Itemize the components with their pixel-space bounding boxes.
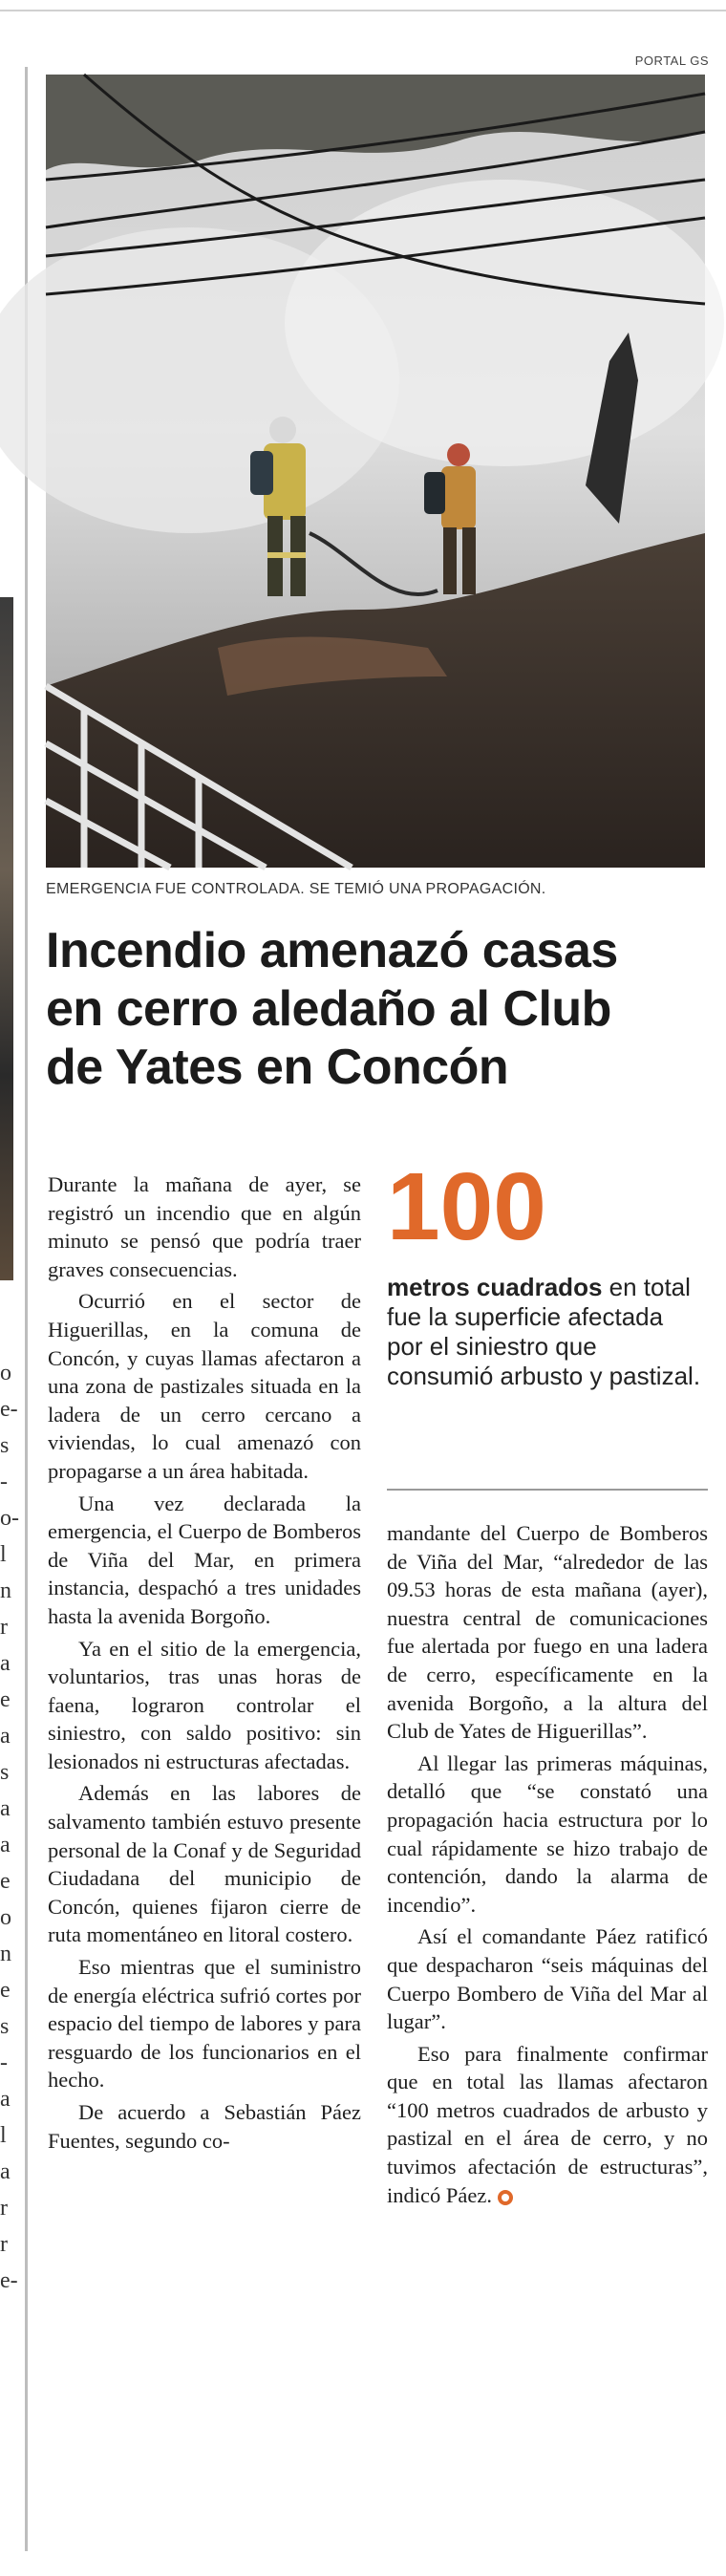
fragment-letter: - [0,2050,8,2075]
paragraph: Además en las labores de salvamento también estuvo presente personal de la Conaf y de Seguridad Ciudadana del municipio de Concón, quienes fijaron cierre de ruta momentáneo en litoral costero. [48,1781,361,1947]
stat-description [387,1273,702,1391]
paragraph: Eso mientras que el suministro de energía eléctrica sufrió cortes por espacio del tiempo de labores y para resguardo de los funcionarios en el hecho. [48,1955,361,2093]
fragment-letter: r [0,2196,8,2221]
paragraph-last [387,2040,708,2210]
paragraph: De acuerdo a Sebastián Páez Fuentes, segundo co- [48,2100,361,2153]
fragment-letter: a [0,1833,11,1857]
fragment-letter: e- [0,1397,18,1422]
fragment-letter: a [0,1724,11,1749]
fragment-letter: o [0,1905,11,1930]
fragment-letter: a [0,2159,11,2184]
end-mark-icon [498,2190,513,2205]
fragment-letter: l [0,2123,7,2148]
headline-line-2: en cerro aledaño al Club [46,981,611,1037]
top-rule [0,10,726,11]
paragraph: Una vez declarada la emergencia, el Cuerpo de Bomberos de Viña del Mar, en primera instancia, despachó a tres unidades hasta la avenida Borgoño. [48,1491,361,1628]
fragment-letter: s [0,1760,10,1785]
stat-bold: metros cuadrados [387,1273,603,1301]
paragraph: Así el comandante Páez ratificó que despacharon “seis máquinas del Cuerpo Bombero de Viña del Mar al lugar”. [387,1924,708,2034]
headline [46,922,705,1097]
headline-line-3: de Yates en Concón [46,1040,509,1095]
fragment-letter: e [0,1687,11,1712]
fragment-letter: n [0,1942,11,1966]
paragraph: Al llegar las primeras máquinas, detalló que “se constató una propagación hacia estructura por lo cual rápidamente se hizo trabajo de contención, dando la alarma de incendio”. [387,1750,708,1917]
adjacent-photo-fragment [0,597,13,1280]
article-column-2 [387,1519,708,2213]
fragment-letter: l [0,1542,7,1567]
paragraph: Durante la mañana de ayer, se registró un incendio que en algún minuto se pensó que podría traer graves consecuencias. [48,1172,361,1281]
fragment-letter: o- [0,1506,19,1531]
fragment-letter: e- [0,2268,18,2293]
paragraph: Ocurrió en el sector de Higuerillas, en la comuna de Concón, y cuyas llamas afectaron a una zona de pastizales situada en la ladera de un cerro cercano a viviendas, lo cual amenazó con propagarse a un área habitada. [48,1289,361,1483]
fragment-letter: e [0,1978,11,2003]
paragraph: Ya en el sitio de la emergencia, voluntarios, tras unas horas de faena, lograron controlar el siniestro, con saldo positivo: sin lesionados ni estructuras afectadas. [48,1636,361,1773]
headline-line-1: Incendio amenazó casas [46,923,618,978]
news-photo [46,75,705,868]
fragment-letter: - [0,1470,8,1494]
fragment-letter: r [0,2232,8,2257]
stat-rest: en total fue la superficie afectada por el siniestro que consumió arbusto y pastizal. [387,1273,701,1390]
adjacent-column-fragment [0,1355,19,2299]
fragment-letter: a [0,1796,11,1821]
stat-divider [387,1489,708,1491]
fragment-letter: e [0,1869,11,1894]
fragment-letter: a [0,1651,11,1676]
fragment-letter: o [0,1361,11,1385]
fragment-letter: s [0,1433,10,1458]
article-column-1 [48,1170,361,2158]
fragment-letter: r [0,1615,8,1640]
paragraph: mandante del Cuerpo de Bomberos de Viña del Mar, “alrededor de las 09.53 horas de esta mañana (ayer), nuestra central de comunicaciones fue alertada por fuego en una ladera de cerro, específicamente en la avenida Borgoño, a la altura del Club de Yates de Higuerillas”. [387,1521,708,1744]
portal-credit: PORTAL GS [634,54,709,68]
paragraph-text: Eso para finalmente confirmar que en total las llamas afectaron “100 metros cuadrados de arbusto y pastizal en el área de cerro, y no tuvimos afectación de estructuras”, indicó Páez. [387,2041,708,2207]
fragment-letter: s [0,2014,10,2039]
photo-caption: EMERGENCIA FUE CONTROLADA. SE TEMIÓ UNA PROPAGACIÓN. [46,881,546,897]
fragment-letter: n [0,1578,11,1603]
stat-number: 100 [387,1153,546,1260]
fragment-letter: a [0,2087,11,2112]
